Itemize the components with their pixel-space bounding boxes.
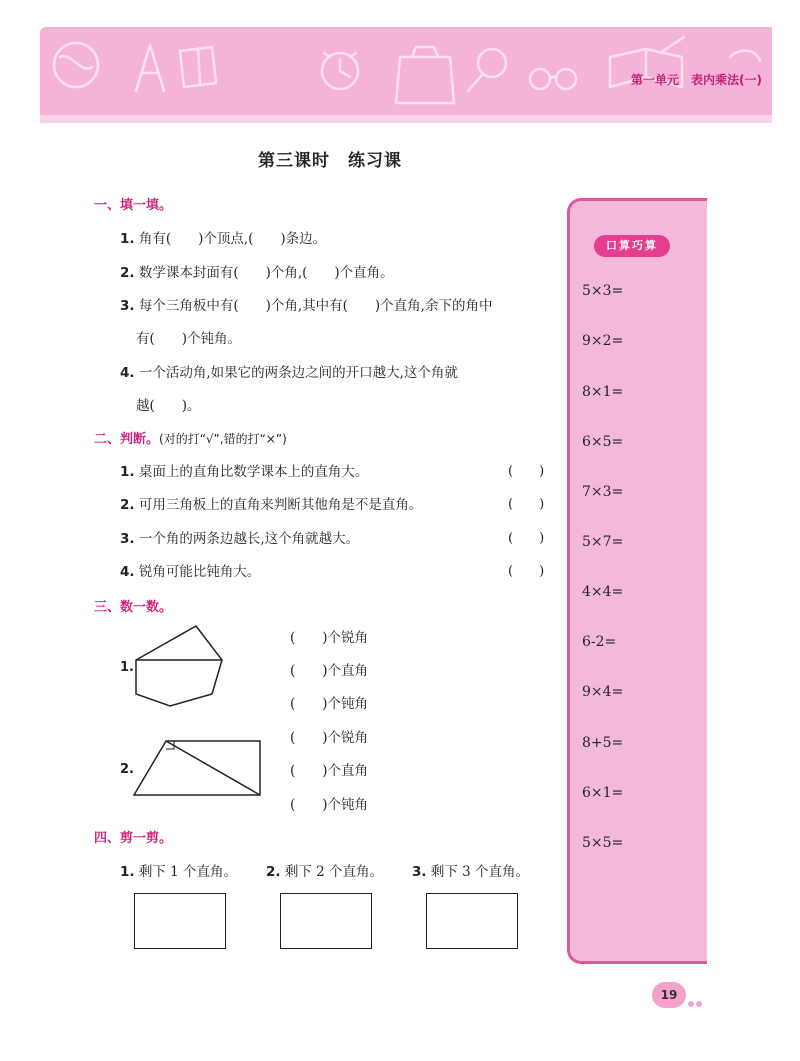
count-fig2-obtuse[interactable]: ( )个钝角 (290, 797, 369, 813)
page-title: 第三课时 练习课 (258, 151, 402, 171)
question-1-4: 4. 一个活动角,如果它的两条边之间的开口越大,这个角就 (120, 365, 458, 381)
figure-1-number: 1. (120, 660, 134, 675)
calc-item[interactable]: 5×7= (582, 534, 624, 550)
calc-item[interactable]: 9×4= (582, 684, 624, 700)
judge-item-1: 1. 桌面上的直角比数学课本上的直角大。 (120, 464, 369, 480)
question-1-4-cont: 越( )。 (136, 398, 201, 414)
judge-item-3: 3. 一个角的两条边越长,这个角就越大。 (120, 531, 360, 547)
judge-answer-4[interactable]: ( ) (508, 564, 545, 579)
unit-label: 第一单元 表内乘法(一) (631, 73, 762, 87)
calc-item[interactable]: 6×1= (582, 785, 624, 801)
figure-2-number: 2. (120, 762, 134, 777)
calc-item[interactable]: 8+5= (582, 735, 624, 751)
section-heading-fill: 一、填一填。 (94, 198, 173, 213)
count-fig1-acute[interactable]: ( )个锐角 (290, 630, 369, 646)
question-1-1: 1. 角有( )个顶点,( )条边。 (120, 231, 327, 247)
count-fig1-obtuse[interactable]: ( )个钝角 (290, 696, 369, 712)
section-heading-cut: 四、剪一剪。 (94, 831, 173, 846)
count-fig2-right[interactable]: ( )个直角 (290, 763, 369, 779)
page-number: 19 (652, 982, 686, 1008)
count-fig2-acute[interactable]: ( )个锐角 (290, 730, 369, 746)
section-heading-judge: 二、判断。(对的打“√”,错的打“×”) (94, 432, 287, 447)
cut-item-1: 1. 剩下 1 个直角。 (120, 864, 237, 880)
judge-answer-3[interactable]: ( ) (508, 531, 545, 546)
calc-item[interactable]: 5×3= (582, 283, 624, 299)
cut-item-2: 2. 剩下 2 个直角。 (266, 864, 383, 880)
page-dots-icon (688, 992, 704, 1011)
cut-rectangle-3 (426, 893, 518, 949)
judge-answer-1[interactable]: ( ) (508, 464, 545, 479)
cut-rectangle-2 (280, 893, 372, 949)
calc-item[interactable]: 8×1= (582, 384, 624, 400)
judge-item-2: 2. 可用三角板上的直角来判断其他角是不是直角。 (120, 497, 423, 513)
calc-item[interactable]: 7×3= (582, 484, 624, 500)
count-fig1-right[interactable]: ( )个直角 (290, 663, 369, 679)
question-1-3-cont: 有( )个钝角。 (136, 331, 242, 347)
question-1-2: 2. 数学课本封面有( )个角,( )个直角。 (120, 265, 394, 281)
figure-1-hexagon-shape (128, 624, 238, 712)
calc-item[interactable]: 5×5= (582, 835, 624, 851)
cut-item-3: 3. 剩下 3 个直角。 (412, 864, 529, 880)
calc-item[interactable]: 9×2= (582, 333, 624, 349)
judge-note: (对的打“√”,错的打“×”) (159, 432, 287, 446)
question-1-3: 3. 每个三角板中有( )个角,其中有( )个直角,余下的角中 (120, 298, 493, 314)
figure-2-trapezoid-shape (130, 738, 264, 800)
calc-item[interactable]: 6-2= (582, 634, 617, 650)
judge-item-4: 4. 锐角可能比钝角大。 (120, 564, 261, 580)
section-heading-count: 三、数一数。 (94, 600, 173, 615)
sidebar-title: 口算巧算 (594, 235, 670, 257)
calc-item[interactable]: 6×5= (582, 434, 624, 450)
calc-item[interactable]: 4×4= (582, 584, 624, 600)
judge-answer-2[interactable]: ( ) (508, 497, 545, 512)
cut-rectangle-1 (134, 893, 226, 949)
mental-math-sidebar (567, 198, 707, 964)
